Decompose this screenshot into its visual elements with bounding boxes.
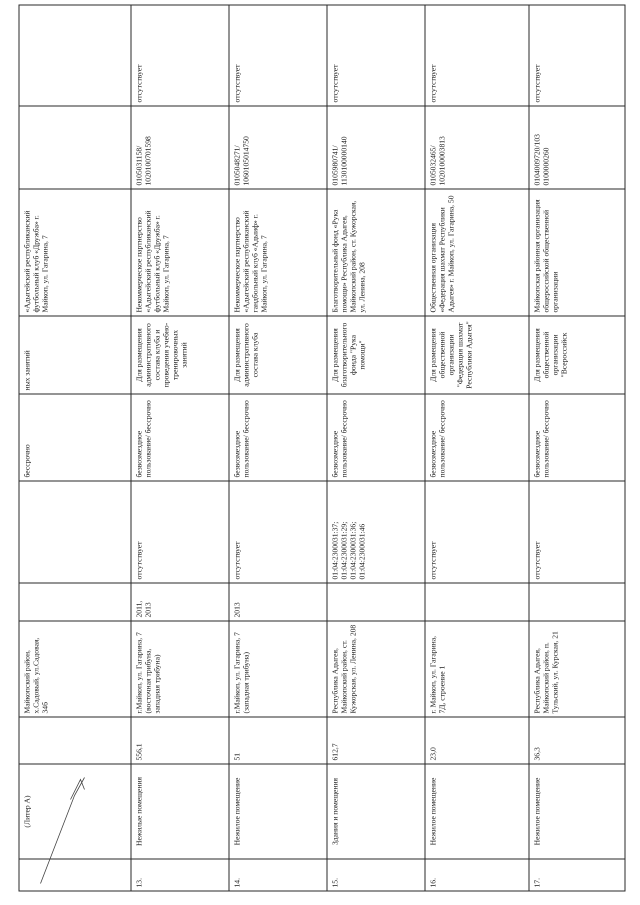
cell-purpose: Для размещения благотворительного фонда "Рука помощи" <box>327 316 425 394</box>
cell-inn-ogrn: 0105980741/ 1130100000140 <box>327 106 425 189</box>
cell-inn-ogrn: 0105031158/ 1020100701598 <box>131 106 229 189</box>
cell-purpose: ных занятий <box>19 316 131 394</box>
cell-object-name: Нежилое помещение <box>425 764 529 859</box>
cell-address: г. Майкоп, ул. Гагарина, 7Д, строение 1 <box>425 621 529 717</box>
cell-object-name: Нежилое помещение <box>229 764 327 859</box>
cell-rightholder: Майкопская районная организация общероссийской общественной организации <box>529 189 625 316</box>
cell-right-type: безвозмездное пользование/ бессрочно <box>229 394 327 481</box>
cell-address: Республика Адыгея, Майкопский район, ст. Кужорская, ул. Ленина, 208 <box>327 621 425 717</box>
cell-cadastral: отсутствует <box>529 481 625 583</box>
cell-right-type: безвозмездное пользование/ бессрочно <box>529 394 625 481</box>
cell-object-name: Нежилые помещения <box>131 764 229 859</box>
cell-address: Республика Адыгея, Майкопский район, п. Тульский, ул. Курская, 21 <box>529 621 625 717</box>
cell-inn-ogrn: 0105048271/ 1060105014750 <box>229 106 327 189</box>
cell-number: 16. <box>425 859 529 891</box>
cell-cadastral: отсутствует <box>131 481 229 583</box>
cell-number: 13. <box>131 859 229 891</box>
pen-stroke-tip <box>70 779 84 799</box>
cell-year: 2011, 2013 <box>131 583 229 621</box>
cell-right-type: безвозмездное пользование/ бессрочно <box>425 394 529 481</box>
cell-purpose: Для размещения общественной организации "Федерация шахмат Республики Адыгея" <box>425 316 529 394</box>
cell-right-type: безвозмездное пользование/ бессрочно <box>131 394 229 481</box>
cell-rightholder: Благотворительный фонд «Рука помощи» Республика Адыгея, Майкопский район, ст. Кужорская, ул. Ленина, 208 <box>327 189 425 316</box>
cell-right-type: бессрочно <box>19 394 131 481</box>
cell-year: 2013 <box>229 583 327 621</box>
cell-rightholder: Некоммерческое партнерство «Адыгейский республиканский гандбольный клуб «Адыиф» г. Майкоп, ул. Гагарина, 7 <box>229 189 327 316</box>
cell-rightholder: «Адыгейский республиканский футбольный клуб «Дружба» г. Майкоп, ул. Гагарина, 7 <box>19 189 131 316</box>
diagonal-pen-stroke <box>40 777 84 883</box>
cell-object-name: Здания и помещения <box>327 764 425 859</box>
cell-purpose: Для размещения административного состава клуба <box>229 316 327 394</box>
cell-purpose: Для размещения административного состава клуба и проведения учебно-тренировочных занятий <box>131 316 229 394</box>
cell-inn-ogrn: 0104009720/103 0100000260 <box>529 106 625 189</box>
cell-encumbrance: отсутствует <box>131 5 229 106</box>
cell-area: 23,0 <box>425 717 529 764</box>
cell-rightholder: Общественная организация «Федерация шахмат Республики Адыгея» г. Майкоп, ул. Гагарина, 50 <box>425 189 529 316</box>
cell-cadastral: отсутствует <box>229 481 327 583</box>
cell-address: Майкопский район, х.Садовый, ул.Садовая, 34б <box>19 621 131 717</box>
cell-area: 556,1 <box>131 717 229 764</box>
cell-object-name: Нежилое помещение <box>529 764 625 859</box>
cell-rightholder: Некоммерческое партнерство «Адыгейский республиканский футбольный клуб «Дружба» г. Майкоп, ул. Гагарина, 7 <box>131 189 229 316</box>
cell-object-name: (Литер А) <box>19 764 131 859</box>
cell-number: 14. <box>229 859 327 891</box>
cell-number: 17. <box>529 859 625 891</box>
cell-area: 612,7 <box>327 717 425 764</box>
cell-encumbrance: отсутствует <box>425 5 529 106</box>
cell-area: 36,3 <box>529 717 625 764</box>
cell-address: г.Майкоп, ул. Гагарина, 7 (восточная трибуна, западная трибуна) <box>131 621 229 717</box>
cell-encumbrance: отсутствует <box>529 5 625 106</box>
cell-cadastral: 01:04:2300031:37; 01:04:2300031:29; 01:04:2300031:36; 01:04:2300031:46 <box>327 481 425 583</box>
cell-purpose: Для размещения общественной организации "Всероссийск <box>529 316 625 394</box>
cell-right-type: безвозмездное пользование/ бессрочно <box>327 394 425 481</box>
cell-encumbrance: отсутствует <box>327 5 425 106</box>
cell-encumbrance: отсутствует <box>229 5 327 106</box>
cell-area: 51 <box>229 717 327 764</box>
cell-inn-ogrn: 0105032465/ 1020100003813 <box>425 106 529 189</box>
cell-cadastral: отсутствует <box>425 481 529 583</box>
cell-number: 15. <box>327 859 425 891</box>
cell-address: г.Майкоп, ул. Гагарина, 7 (западная трибуна) <box>229 621 327 717</box>
